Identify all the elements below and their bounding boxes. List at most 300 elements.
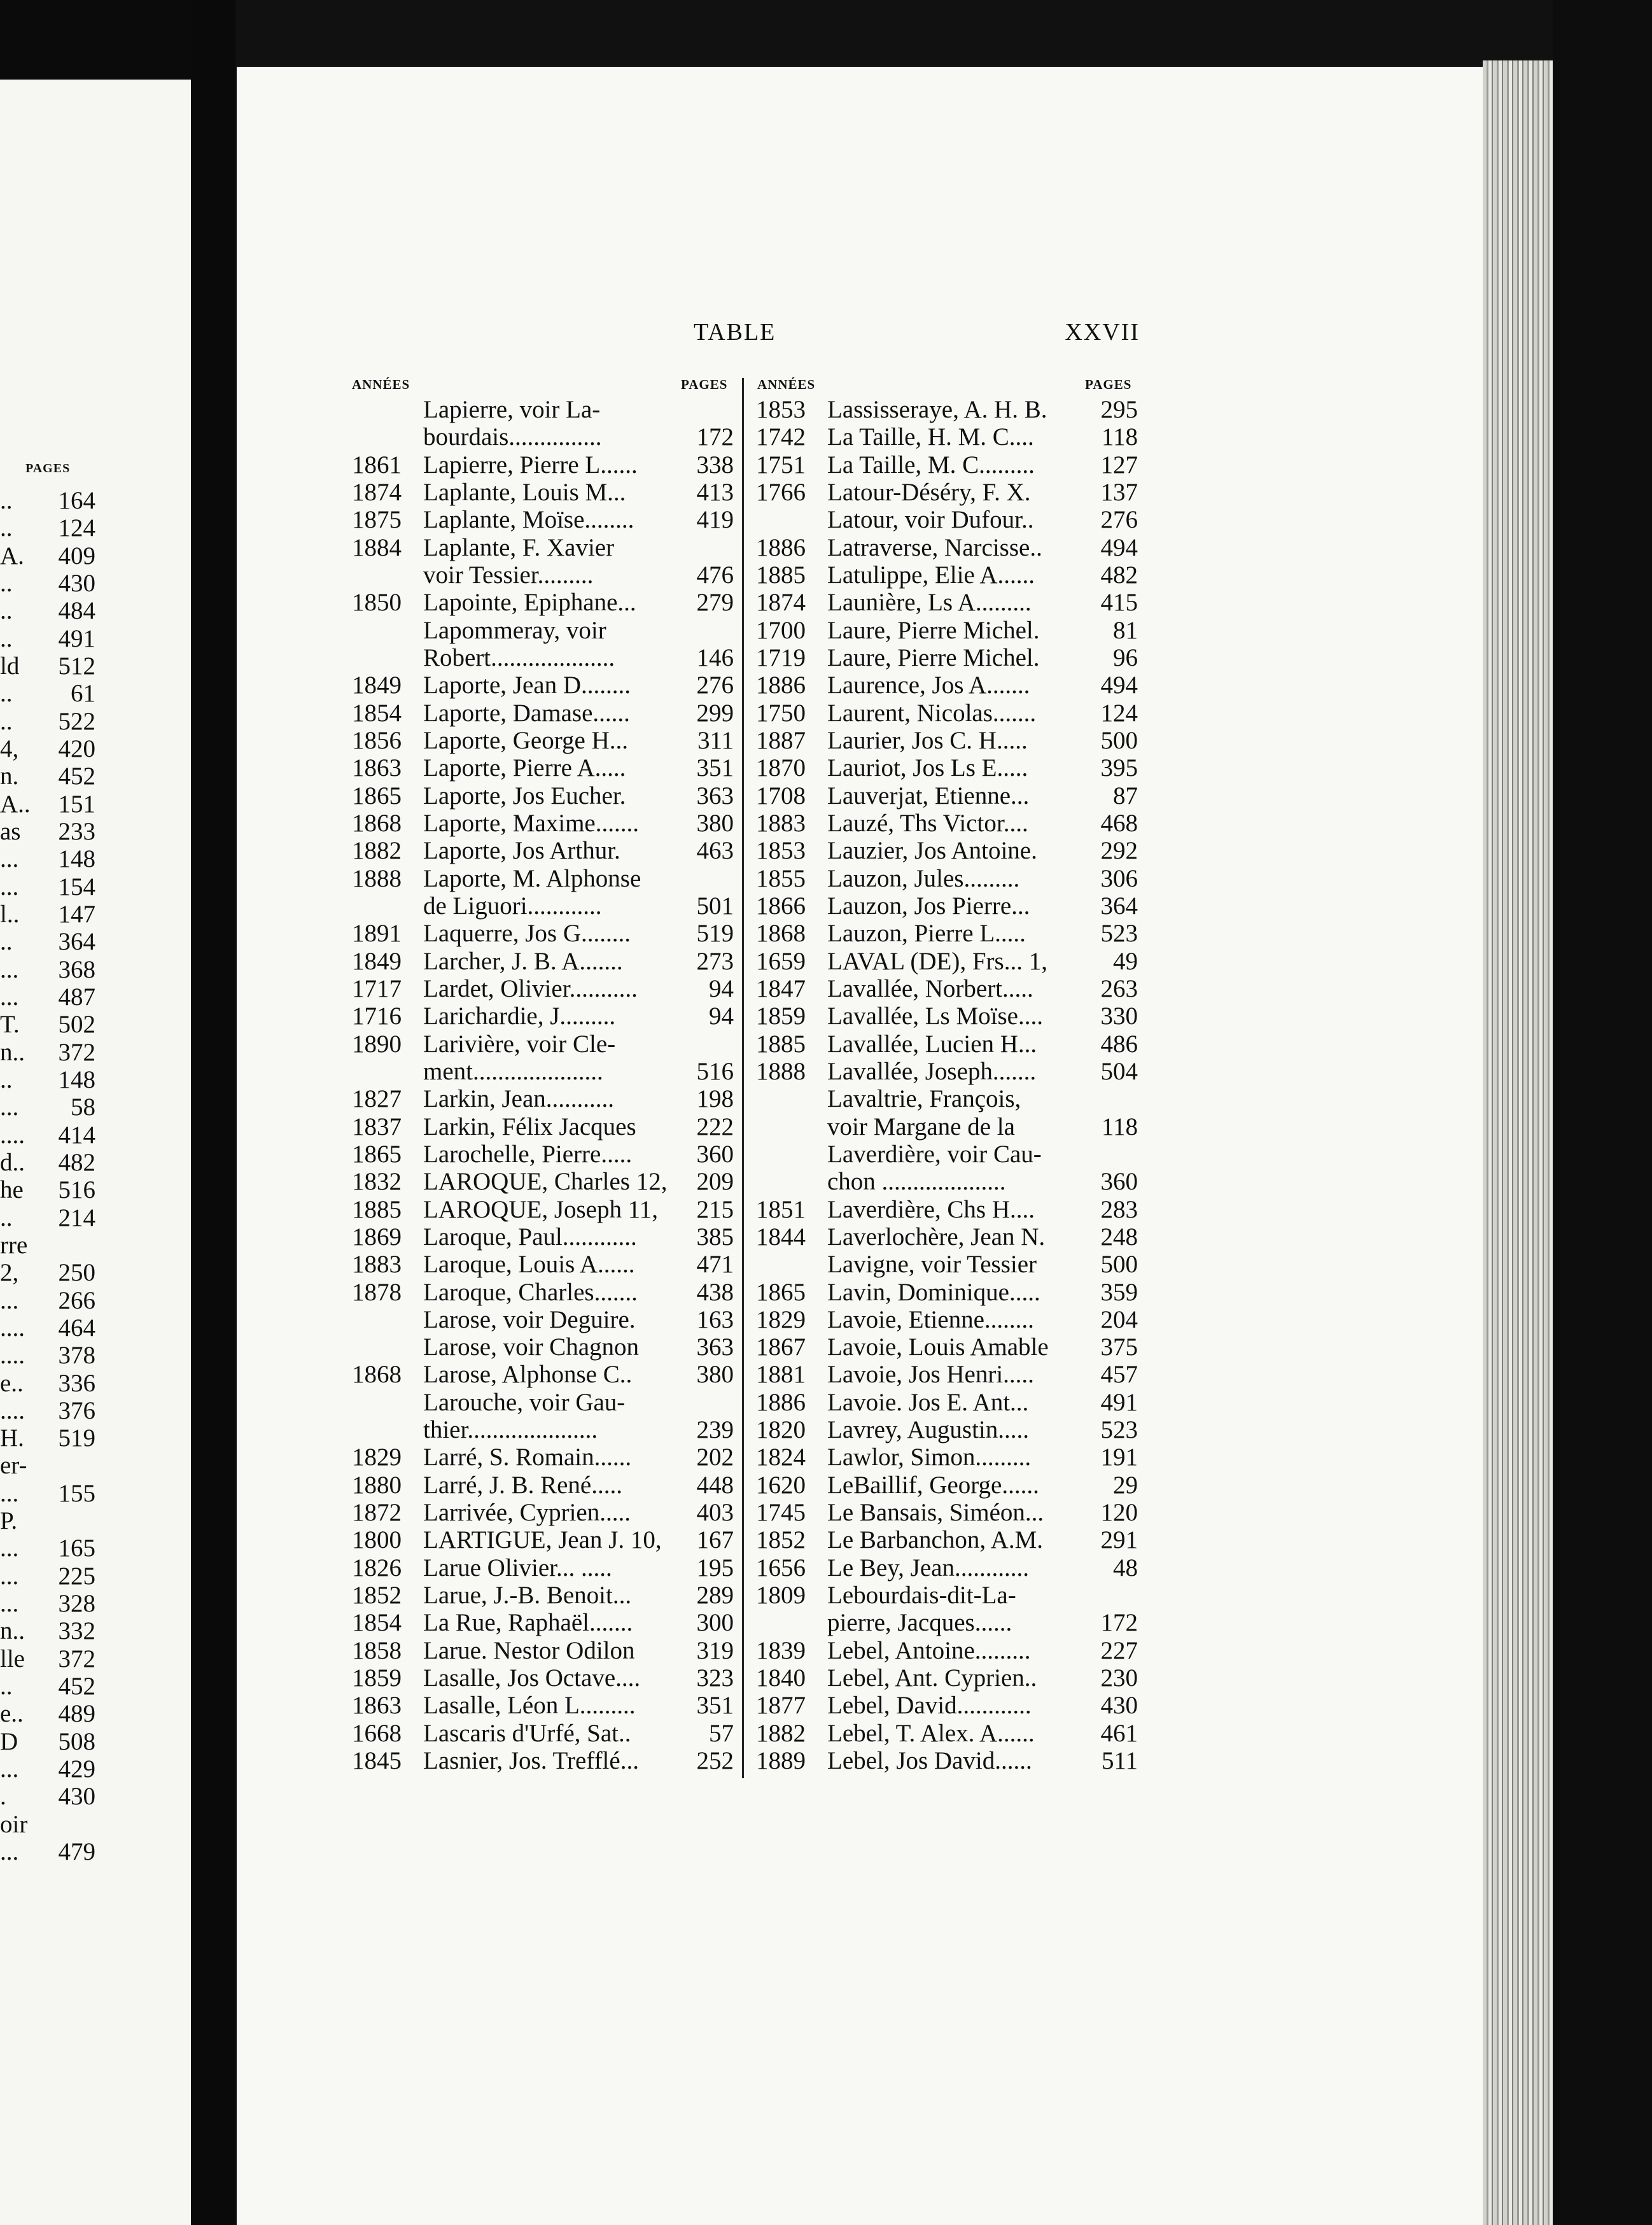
index-entry bbox=[756, 506, 1138, 533]
entry-year: 1859 bbox=[352, 1664, 402, 1692]
entry-page: 263 bbox=[1100, 974, 1138, 1002]
entry-page: 420 bbox=[58, 734, 95, 762]
entry-name: LeBaillif, George...... bbox=[827, 1471, 1039, 1499]
entry-name: Laporte, George H... bbox=[423, 726, 628, 754]
index-entry bbox=[756, 837, 1138, 864]
entry-page: 463 bbox=[696, 837, 734, 865]
index-entry bbox=[352, 1664, 734, 1692]
entry-page: 338 bbox=[696, 451, 734, 479]
entry-year: 1851 bbox=[756, 1195, 806, 1223]
entry-page: 368 bbox=[58, 955, 95, 983]
prev-page-entry bbox=[0, 1700, 95, 1727]
entry-year: 1668 bbox=[352, 1719, 402, 1747]
entry-page: 248 bbox=[1100, 1223, 1138, 1251]
entry-name: Larue Olivier... ..... bbox=[423, 1554, 612, 1582]
entry-page: 504 bbox=[1100, 1057, 1138, 1085]
entry-name: Le Bansais, Siméon... bbox=[827, 1499, 1044, 1527]
entry-fragment: ... bbox=[0, 1093, 19, 1121]
entry-page: 430 bbox=[58, 569, 95, 597]
entry-year: 1853 bbox=[756, 396, 806, 423]
index-entry bbox=[756, 1251, 1138, 1278]
entry-name: Lavoie. Jos E. Ant... bbox=[827, 1388, 1029, 1416]
entry-year: 1874 bbox=[352, 478, 402, 506]
entry-year: 1855 bbox=[756, 864, 806, 892]
entry-page: 29 bbox=[1113, 1471, 1138, 1499]
entry-year: 1716 bbox=[352, 1002, 402, 1030]
entry-page: 124 bbox=[58, 514, 95, 542]
prev-page-entry bbox=[0, 1534, 95, 1562]
prev-page-entry bbox=[0, 1176, 95, 1204]
entry-page: 148 bbox=[58, 845, 95, 873]
index-entry bbox=[352, 561, 734, 589]
entry-name: Lauzon, Pierre L..... bbox=[827, 920, 1026, 948]
entry-name: Lebourdais-dit-La- bbox=[827, 1582, 1016, 1610]
entry-name: La Taille, H. M. C.... bbox=[827, 423, 1034, 451]
prev-pages-header: PAGES bbox=[25, 461, 71, 475]
entry-name: La Rue, Raphaël....... bbox=[423, 1609, 633, 1637]
index-entry bbox=[756, 1030, 1138, 1058]
entry-fragment: l.. bbox=[0, 900, 20, 928]
entry-fragment: n. bbox=[0, 762, 19, 790]
prev-page-entry bbox=[0, 818, 95, 845]
entry-name: Laporte, Pierre A..... bbox=[423, 754, 626, 782]
entry-name: Lavigne, voir Tessier bbox=[827, 1251, 1037, 1279]
entry-page: 202 bbox=[696, 1443, 734, 1471]
entry-page: 147 bbox=[58, 900, 95, 928]
index-entry bbox=[352, 1692, 734, 1719]
prev-page-entry bbox=[0, 845, 95, 873]
entry-name: Lauzé, Ths Victor.... bbox=[827, 809, 1028, 837]
entry-name: Lavallée, Norbert..... bbox=[827, 974, 1033, 1002]
index-entry bbox=[352, 1168, 734, 1195]
entry-page: 250 bbox=[58, 1259, 95, 1287]
entry-page: 395 bbox=[1100, 754, 1138, 782]
entry-page: 266 bbox=[58, 1286, 95, 1314]
index-entry bbox=[352, 754, 734, 782]
prev-page-entry bbox=[0, 873, 95, 901]
entry-name: Larose, Alphonse C.. bbox=[423, 1361, 633, 1389]
index-entry bbox=[352, 1526, 734, 1554]
entry-name: Larkin, Jean........... bbox=[423, 1085, 615, 1113]
entry-name: Laporte, Jos Eucher. bbox=[423, 782, 626, 810]
index-entry bbox=[352, 479, 734, 506]
entry-name: Larouche, voir Gau- bbox=[423, 1388, 626, 1416]
entry-page: 494 bbox=[1100, 671, 1138, 699]
entry-page: 519 bbox=[696, 920, 734, 948]
entry-year: 1827 bbox=[352, 1085, 402, 1113]
entry-fragment: e.. bbox=[0, 1700, 24, 1728]
entry-year: 1809 bbox=[756, 1582, 806, 1610]
entry-name: Larose, voir Deguire. bbox=[423, 1305, 636, 1333]
entry-page: 146 bbox=[696, 643, 734, 671]
index-entry bbox=[756, 1223, 1138, 1251]
entry-page: 360 bbox=[696, 1140, 734, 1168]
entry-year: 1885 bbox=[756, 561, 806, 589]
entry-name: Laverlochère, Jean N. bbox=[827, 1223, 1046, 1251]
entry-fragment: . bbox=[0, 1783, 6, 1811]
index-entry bbox=[352, 865, 734, 892]
entry-page: 227 bbox=[1100, 1636, 1138, 1664]
entry-year: 1840 bbox=[756, 1664, 806, 1692]
index-entry bbox=[756, 1085, 1138, 1112]
entry-fragment: .. bbox=[0, 487, 13, 514]
prev-page-entry bbox=[0, 1424, 95, 1452]
entry-fragment: ... bbox=[0, 873, 19, 901]
entry-page: 519 bbox=[58, 1424, 95, 1452]
entry-page: 430 bbox=[1100, 1692, 1138, 1720]
entry-page: 403 bbox=[696, 1499, 734, 1527]
entry-year: 1868 bbox=[352, 809, 402, 837]
entry-year: 1845 bbox=[352, 1747, 402, 1775]
entry-year: 1861 bbox=[352, 451, 402, 479]
entry-year: 1854 bbox=[352, 699, 402, 727]
index-entry bbox=[352, 617, 734, 644]
entry-page: 372 bbox=[58, 1645, 95, 1673]
page-edges bbox=[1483, 60, 1553, 2225]
entry-page: 457 bbox=[1100, 1361, 1138, 1389]
entry-name: Lavallée, Lucien H... bbox=[827, 1030, 1037, 1058]
prev-page-entry bbox=[0, 1066, 95, 1093]
entry-page: 500 bbox=[1100, 1251, 1138, 1279]
index-entry bbox=[352, 451, 734, 479]
entry-year: 1863 bbox=[352, 1692, 402, 1720]
entry-name: Laurence, Jos A....... bbox=[827, 671, 1030, 699]
entry-page: 364 bbox=[1100, 892, 1138, 920]
left-pages-header: PAGES bbox=[681, 377, 728, 392]
entry-page: 154 bbox=[58, 873, 95, 901]
right-index-column bbox=[756, 396, 1138, 1774]
entry-page: 252 bbox=[696, 1747, 734, 1775]
entry-year: 1877 bbox=[756, 1692, 806, 1720]
entry-name: Lavrey, Augustin..... bbox=[827, 1416, 1030, 1444]
index-entry bbox=[756, 561, 1138, 589]
entry-name: Larkin, Félix Jacques bbox=[423, 1112, 636, 1141]
entry-page: 191 bbox=[1100, 1443, 1138, 1471]
index-entry bbox=[756, 396, 1138, 423]
entry-name: Lebel, Jos David...... bbox=[827, 1747, 1032, 1775]
entry-page: 291 bbox=[1100, 1526, 1138, 1554]
entry-name: La Taille, M. C......... bbox=[827, 451, 1035, 479]
entry-fragment: ... bbox=[0, 1562, 19, 1590]
prev-page-entry bbox=[0, 1811, 95, 1838]
index-entry bbox=[756, 423, 1138, 451]
entry-name: pierre, Jacques...... bbox=[827, 1609, 1012, 1637]
prev-page-entry bbox=[0, 735, 95, 762]
entry-page: 363 bbox=[696, 782, 734, 810]
entry-name: Laurier, Jos C. H..... bbox=[827, 726, 1028, 754]
entry-page: 479 bbox=[58, 1838, 95, 1866]
entry-page: 151 bbox=[58, 790, 95, 818]
entry-page: 491 bbox=[58, 624, 95, 652]
entry-fragment: lle bbox=[0, 1645, 25, 1673]
prev-page-entry bbox=[0, 1645, 95, 1673]
entry-year: 1700 bbox=[756, 616, 806, 644]
entry-page: 292 bbox=[1100, 837, 1138, 865]
prev-page-entry bbox=[0, 542, 95, 570]
index-entry bbox=[756, 810, 1138, 837]
index-entry bbox=[352, 1085, 734, 1112]
prev-page-entry bbox=[0, 1590, 95, 1617]
entry-page: 380 bbox=[696, 1361, 734, 1389]
entry-name: Lasnier, Jos. Trefflé... bbox=[423, 1747, 639, 1775]
index-entry bbox=[352, 423, 734, 451]
index-entry bbox=[756, 671, 1138, 699]
entry-fragment: ld bbox=[0, 652, 20, 680]
entry-year: 1852 bbox=[352, 1582, 402, 1610]
entry-name: Larcher, J. B. A....... bbox=[423, 947, 623, 975]
entry-fragment: e.. bbox=[0, 1369, 24, 1397]
entry-name: LARTIGUE, Jean J. 10, bbox=[423, 1526, 662, 1554]
entry-page: 306 bbox=[1100, 864, 1138, 892]
entry-page: 461 bbox=[1100, 1719, 1138, 1747]
prev-page-entry bbox=[0, 1562, 95, 1590]
entry-year: 1866 bbox=[756, 892, 806, 920]
entry-page: 516 bbox=[696, 1057, 734, 1085]
entry-page: 484 bbox=[58, 597, 95, 625]
entry-year: 1847 bbox=[756, 974, 806, 1002]
entry-name: Latour-Déséry, F. X. bbox=[827, 478, 1031, 506]
entry-page: 167 bbox=[696, 1526, 734, 1554]
entry-name: Lebel, Ant. Cyprien.. bbox=[827, 1664, 1037, 1692]
index-entry bbox=[352, 920, 734, 947]
entry-fragment: A.. bbox=[0, 790, 31, 818]
index-entry bbox=[352, 1279, 734, 1306]
entry-page: 81 bbox=[1113, 616, 1138, 644]
entry-name: Lavoie, Etienne........ bbox=[827, 1305, 1034, 1333]
entry-year: 1620 bbox=[756, 1471, 806, 1499]
index-entry bbox=[756, 1582, 1138, 1609]
entry-name: Lascaris d'Urfé, Sat.. bbox=[423, 1719, 631, 1747]
index-entry bbox=[756, 1196, 1138, 1223]
entry-fragment: ... bbox=[0, 1286, 19, 1314]
entry-name: Laurent, Nicolas....... bbox=[827, 699, 1037, 727]
entry-name: Larré, S. Romain...... bbox=[423, 1443, 632, 1471]
entry-page: 94 bbox=[709, 974, 734, 1002]
entry-page: 276 bbox=[1100, 506, 1138, 534]
entry-page: 351 bbox=[696, 1692, 734, 1720]
book-gutter bbox=[191, 0, 235, 2225]
entry-fragment: ... bbox=[0, 983, 19, 1011]
entry-name: Laquerre, Jos G........ bbox=[423, 920, 631, 948]
prev-page-entry bbox=[0, 1755, 95, 1783]
entry-fragment: ... bbox=[0, 1755, 19, 1783]
index-entry bbox=[756, 534, 1138, 561]
entry-page: 351 bbox=[696, 754, 734, 782]
entry-page: 489 bbox=[58, 1700, 95, 1728]
index-entry bbox=[756, 1002, 1138, 1030]
prev-page-entry bbox=[0, 1480, 95, 1507]
entry-page: 172 bbox=[696, 423, 734, 451]
entry-page: 375 bbox=[1100, 1333, 1138, 1361]
entry-name: Lauzier, Jos Antoine. bbox=[827, 837, 1037, 865]
entry-year: 1766 bbox=[756, 478, 806, 506]
entry-year: 1852 bbox=[756, 1526, 806, 1554]
entry-page: 448 bbox=[696, 1471, 734, 1499]
entry-page: 155 bbox=[58, 1479, 95, 1507]
entry-year: 1829 bbox=[352, 1443, 402, 1471]
scan-background-right bbox=[1553, 0, 1652, 2225]
entry-year: 1708 bbox=[756, 782, 806, 810]
entry-name: Le Barbanchon, A.M. bbox=[827, 1526, 1044, 1554]
index-entry bbox=[352, 1002, 734, 1030]
prev-page-entry bbox=[0, 1838, 95, 1865]
prev-page-entry bbox=[0, 570, 95, 597]
entry-fragment: .. bbox=[0, 928, 13, 956]
index-entry bbox=[756, 1168, 1138, 1195]
entry-fragment: he bbox=[0, 1176, 24, 1204]
index-entry bbox=[352, 1141, 734, 1168]
entry-name: Laverdière, voir Cau- bbox=[827, 1140, 1042, 1168]
prev-page-entry bbox=[0, 487, 95, 514]
entry-name: Lebel, Antoine......... bbox=[827, 1636, 1031, 1664]
entry-page: 195 bbox=[696, 1554, 734, 1582]
entry-page: 118 bbox=[1101, 423, 1138, 451]
entry-year: 1854 bbox=[352, 1609, 402, 1637]
entry-page: 376 bbox=[58, 1396, 95, 1424]
index-entry bbox=[756, 1692, 1138, 1719]
prev-page-entry bbox=[0, 514, 95, 542]
prev-page-entry bbox=[0, 928, 95, 955]
entry-year: 1717 bbox=[352, 974, 402, 1002]
entry-page: 487 bbox=[58, 983, 95, 1011]
index-entry bbox=[756, 699, 1138, 727]
entry-year: 1886 bbox=[756, 1388, 806, 1416]
entry-page: 319 bbox=[696, 1636, 734, 1664]
index-entry bbox=[756, 754, 1138, 782]
entry-name: Laure, Pierre Michel. bbox=[827, 643, 1040, 671]
entry-fragment: .... bbox=[0, 1342, 25, 1370]
entry-page: 491 bbox=[1100, 1388, 1138, 1416]
entry-year: 1872 bbox=[352, 1499, 402, 1527]
prev-page-entry bbox=[0, 1370, 95, 1397]
entry-name: Laure, Pierre Michel. bbox=[827, 616, 1040, 644]
entry-fragment: .. bbox=[0, 1204, 13, 1232]
entry-year: 1856 bbox=[352, 726, 402, 754]
entry-fragment: .. bbox=[0, 707, 13, 735]
prev-page-entry bbox=[0, 597, 95, 624]
entry-year: 1881 bbox=[756, 1361, 806, 1389]
entry-page: 523 bbox=[1100, 1416, 1138, 1444]
entry-year: 1867 bbox=[756, 1333, 806, 1361]
entry-fragment: .... bbox=[0, 1314, 25, 1342]
entry-name: Laporte, Jean D........ bbox=[423, 671, 631, 699]
entry-page: 204 bbox=[1100, 1305, 1138, 1333]
entry-name: Laroque, Charles....... bbox=[423, 1278, 638, 1306]
entry-year: 1884 bbox=[352, 533, 402, 561]
entry-fragment: 2, bbox=[0, 1259, 19, 1287]
entry-page: 468 bbox=[1100, 809, 1138, 837]
entry-page: 464 bbox=[58, 1314, 95, 1342]
entry-name: Robert.................... bbox=[423, 643, 615, 671]
entry-year: 1886 bbox=[756, 533, 806, 561]
index-entry bbox=[352, 671, 734, 699]
entry-name: Larrivée, Cyprien..... bbox=[423, 1499, 631, 1527]
entry-year: 1868 bbox=[756, 920, 806, 948]
left-index-column bbox=[352, 396, 734, 1774]
entry-year: 1820 bbox=[756, 1416, 806, 1444]
prev-page-entry bbox=[0, 1121, 95, 1149]
column-divider bbox=[742, 378, 744, 1778]
entry-page: 452 bbox=[58, 762, 95, 790]
entry-year: 1742 bbox=[756, 423, 806, 451]
entry-year: 1824 bbox=[756, 1443, 806, 1471]
entry-year: 1745 bbox=[756, 1499, 806, 1527]
entry-page: 323 bbox=[696, 1664, 734, 1692]
entry-name: thier..................... bbox=[423, 1416, 598, 1444]
entry-fragment: .. bbox=[0, 624, 13, 652]
entry-year: 1882 bbox=[352, 837, 402, 865]
index-entry bbox=[756, 1747, 1138, 1774]
entry-name: Launière, Ls A......... bbox=[827, 589, 1032, 617]
entry-fragment: rre bbox=[0, 1231, 28, 1259]
index-entry bbox=[352, 810, 734, 837]
prev-page-entry bbox=[0, 1617, 95, 1645]
entry-name: Lapointe, Epiphane... bbox=[423, 589, 636, 617]
entry-page: 94 bbox=[709, 1002, 734, 1030]
entry-page: 61 bbox=[71, 680, 95, 708]
prev-page-entry bbox=[0, 1232, 95, 1259]
entry-page: 380 bbox=[696, 809, 734, 837]
entry-year: 1659 bbox=[756, 947, 806, 975]
entry-page: 124 bbox=[1100, 699, 1138, 727]
index-entry bbox=[352, 1416, 734, 1443]
entry-page: 494 bbox=[1100, 533, 1138, 561]
entry-page: 49 bbox=[1113, 947, 1138, 975]
index-entry bbox=[756, 892, 1138, 920]
index-entry bbox=[756, 975, 1138, 1002]
entry-fragment: .. bbox=[0, 514, 13, 542]
entry-name: Laplante, Louis M... bbox=[423, 478, 626, 506]
index-entry bbox=[352, 1196, 734, 1223]
entry-year: 1849 bbox=[352, 671, 402, 699]
entry-name: voir Tessier......... bbox=[423, 561, 594, 589]
entry-page: 87 bbox=[1113, 782, 1138, 810]
entry-name: Larivière, voir Cle- bbox=[423, 1030, 616, 1058]
entry-name: Latour, voir Dufour.. bbox=[827, 506, 1034, 534]
index-entry bbox=[352, 1389, 734, 1416]
index-entry bbox=[756, 1058, 1138, 1085]
entry-page: 486 bbox=[1100, 1030, 1138, 1058]
index-entry bbox=[352, 892, 734, 920]
entry-page: 415 bbox=[1100, 589, 1138, 617]
index-entry bbox=[756, 1361, 1138, 1388]
entry-page: 295 bbox=[1100, 396, 1138, 423]
prev-page-entry bbox=[0, 1397, 95, 1424]
entry-name: Lauzon, Jules......... bbox=[827, 864, 1020, 892]
index-entry bbox=[352, 644, 734, 671]
entry-name: voir Margane de la bbox=[827, 1112, 1015, 1141]
entry-page: 120 bbox=[1100, 1499, 1138, 1527]
index-entry bbox=[352, 1637, 734, 1664]
entry-page: 283 bbox=[1100, 1195, 1138, 1223]
prev-page-entry bbox=[0, 1287, 95, 1314]
entry-name: Lebel, T. Alex. A...... bbox=[827, 1719, 1035, 1747]
entry-page: 511 bbox=[1101, 1747, 1138, 1775]
entry-year: 1839 bbox=[756, 1636, 806, 1664]
entry-fragment: A. bbox=[0, 542, 24, 570]
entry-name: de Liguori............ bbox=[423, 892, 602, 920]
entry-fragment: D bbox=[0, 1727, 18, 1755]
entry-fragment: ... bbox=[0, 1479, 19, 1507]
prev-page-entry bbox=[0, 1342, 95, 1369]
index-entry bbox=[352, 1361, 734, 1388]
entry-name: Larré, J. B. René..... bbox=[423, 1471, 622, 1499]
entry-page: 378 bbox=[58, 1342, 95, 1370]
entry-year: 1882 bbox=[756, 1719, 806, 1747]
entry-fragment: oir bbox=[0, 1810, 28, 1838]
prev-page-entry bbox=[0, 1783, 95, 1810]
index-entry bbox=[352, 396, 734, 423]
